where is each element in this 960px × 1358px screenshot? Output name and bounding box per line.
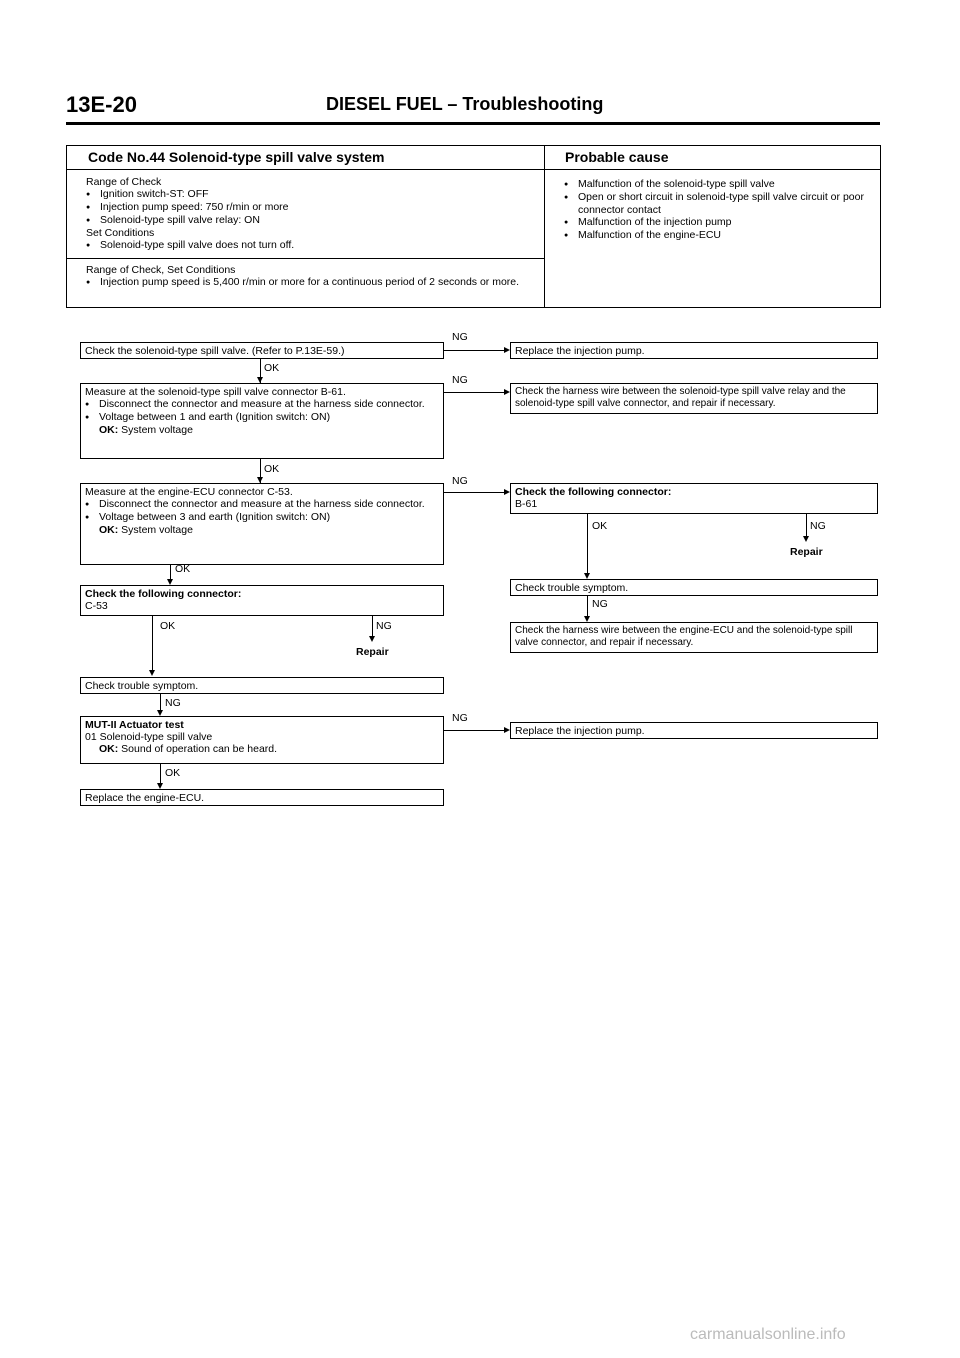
- step-title: Check the following connector:: [85, 588, 242, 600]
- range-heading: Range of Check: [86, 176, 162, 188]
- ng-label: NG: [452, 331, 468, 343]
- ng-label: NG: [592, 598, 608, 610]
- step-item: 01 Solenoid-type spill valve: [85, 731, 213, 743]
- step-replace-engine-ecu: Replace the engine-ECU.: [80, 789, 444, 806]
- step-replace-injection-pump-2: Replace the injection pump.: [510, 722, 878, 739]
- step-check-harness-relay: Check the harness wire between the solenoid-type spill valve relay and the solenoid-type spill valve connector, and repair if necessary.: [510, 383, 878, 414]
- ng-label: NG: [810, 520, 826, 532]
- step-item: ● Voltage between 1 and earth (Ignition switch: ON): [85, 411, 439, 424]
- arrow-down-icon: [369, 636, 375, 642]
- set-item: ● Solenoid-type spill valve does not turn off.: [86, 239, 541, 252]
- step-measure-b61: [80, 383, 444, 459]
- step-check-trouble-left: Check trouble symptom.: [80, 677, 444, 694]
- ng-label: NG: [452, 374, 468, 386]
- ng-label: NG: [376, 620, 392, 632]
- ok-label: OK: [592, 520, 608, 532]
- page-number: 13E-20: [66, 92, 137, 117]
- probable-causes: [564, 178, 874, 242]
- ok-connector: [160, 764, 161, 785]
- range-set-item: ● Injection pump speed is 5,400 r/min or more for a continuous period of 2 seconds or more.: [86, 276, 541, 289]
- ok-prefix: OK:: [99, 424, 119, 436]
- range-set-heading: Range of Check, Set Conditions: [86, 264, 236, 276]
- step-check-spill-valve: Check the solenoid-type spill valve. (Refer to P.13E-59.): [80, 342, 444, 359]
- step-title: Check the following connector:: [515, 486, 672, 498]
- header-rule: [66, 122, 880, 125]
- ng-connector: [372, 616, 373, 638]
- ng-connector: [444, 350, 506, 351]
- step-check-harness-ecu: Check the harness wire between the engine-ECU and the solenoid-type spill valve connector, and repair if necessary.: [510, 622, 878, 653]
- ok-connector: [152, 616, 153, 672]
- step-title: Measure at the engine-ECU connector C-53.: [85, 486, 293, 498]
- repair-label: Repair: [790, 546, 823, 558]
- cause-item: ● Malfunction of the injection pump: [564, 216, 874, 229]
- code-table-row-rule: [66, 258, 544, 259]
- ok-label: OK: [264, 362, 280, 374]
- ng-label: NG: [452, 712, 468, 724]
- ok-connector: [587, 514, 588, 573]
- connector-id: C-53: [85, 600, 108, 612]
- range-of-check: [86, 176, 541, 252]
- ok-value: System voltage: [121, 424, 193, 436]
- step-item: ● Voltage between 3 and earth (Ignition switch: ON): [85, 511, 439, 524]
- step-title: Measure at the solenoid-type spill valve connector B-61.: [85, 386, 346, 398]
- ng-connector: [587, 596, 588, 616]
- step-check-connector-c53: [80, 585, 444, 616]
- ng-connector: [444, 730, 506, 731]
- ok-label: OK: [165, 767, 181, 779]
- code-title: Code No.44 Solenoid-type spill valve system: [88, 149, 385, 165]
- step-check-trouble-right: Check trouble symptom.: [510, 579, 878, 596]
- step-item: ● Disconnect the connector and measure at the harness side connector.: [85, 498, 439, 511]
- ok-value: Sound of operation can be heard.: [121, 743, 278, 755]
- arrow-down-icon: [803, 536, 809, 542]
- cause-title: Probable cause: [565, 149, 669, 165]
- code-table-header-rule: [66, 169, 881, 170]
- step-item: ● Disconnect the connector and measure at the harness side connector.: [85, 398, 439, 411]
- cause-item: ● Malfunction of the solenoid-type spill valve: [564, 178, 874, 191]
- ok-prefix: OK:: [99, 524, 119, 536]
- cause-item: ● Malfunction of the engine-ECU: [564, 229, 874, 242]
- step-check-connector-b61: [510, 483, 878, 514]
- range-item: ● Ignition switch-ST: OFF: [86, 188, 541, 201]
- ok-label: OK: [175, 563, 191, 575]
- ng-connector: [806, 514, 807, 536]
- arrow-down-icon: [149, 670, 155, 676]
- cause-item: ● Open or short circuit in solenoid-type spill valve circuit or poor connector contact: [564, 191, 874, 216]
- ok-prefix: OK:: [99, 743, 119, 755]
- connector-id: B-61: [515, 498, 538, 510]
- ng-label: NG: [452, 475, 468, 487]
- watermark: carmanualsonline.info: [690, 1326, 846, 1343]
- ng-connector: [444, 492, 506, 493]
- page-title: DIESEL FUEL – Troubleshooting: [326, 94, 604, 114]
- set-heading: Set Conditions: [86, 227, 155, 239]
- ok-label: OK: [264, 463, 280, 475]
- step-mut-ii-actuator-test: [80, 716, 444, 764]
- ok-value: System voltage: [121, 524, 193, 536]
- step-title: MUT-II Actuator test: [85, 719, 184, 731]
- repair-label: Repair: [356, 646, 389, 658]
- range-item: ● Injection pump speed: 750 r/min or more: [86, 201, 541, 214]
- ng-connector: [444, 392, 506, 393]
- step-replace-injection-pump: Replace the injection pump.: [510, 342, 878, 359]
- range-item: ● Solenoid-type spill valve relay: ON: [86, 214, 541, 227]
- step-measure-c53: [80, 483, 444, 565]
- ok-label: OK: [160, 620, 176, 632]
- range-set-conditions: [86, 264, 541, 289]
- ng-label: NG: [165, 697, 181, 709]
